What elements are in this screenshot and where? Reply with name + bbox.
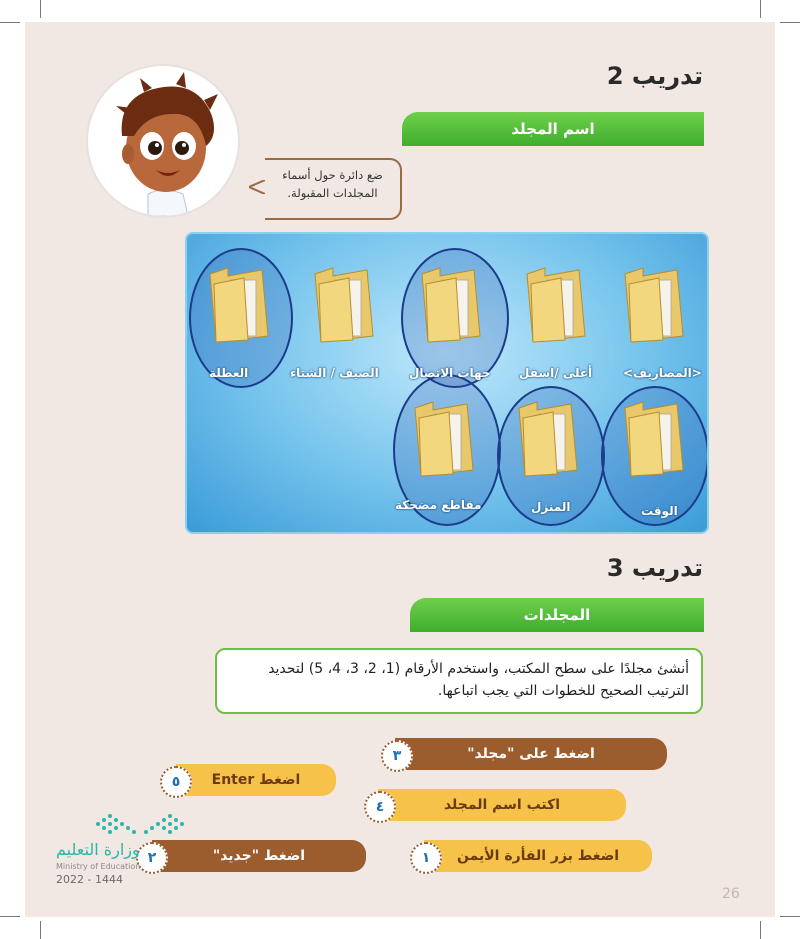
- exercise-3-title: تدريب 3: [606, 554, 703, 582]
- desktop-panel: [185, 232, 709, 534]
- folder-label: الصيف / الشتاء: [290, 366, 379, 380]
- step-label: اضغط Enter: [211, 772, 301, 788]
- step-number-badge: ١: [410, 842, 442, 874]
- crop-mark: [780, 916, 800, 917]
- bubble-line-2: المجلدات المقبولة.: [287, 186, 378, 200]
- step-click-folder: [395, 738, 667, 770]
- folder-icon: [513, 400, 583, 478]
- crop-mark: [0, 22, 20, 23]
- folder-icon: [204, 266, 274, 344]
- crop-mark: [0, 916, 20, 917]
- crop-mark: [780, 22, 800, 23]
- instruction-line-2: الترتيب الصحيح للخطوات التي يجب اتباعها.: [437, 683, 689, 699]
- boy-character-icon: [88, 66, 238, 216]
- folder-icon: [619, 266, 689, 344]
- character-avatar: [88, 66, 238, 216]
- step-label: اضغط "جديد": [212, 848, 306, 864]
- folder-icon: [521, 266, 591, 344]
- folder-label: المنزل: [531, 500, 571, 514]
- step-label: اكتب اسم المجلد: [443, 797, 561, 813]
- bubble-tail-icon: [249, 180, 265, 194]
- ministry-emblem-icon: [94, 812, 190, 834]
- page-number: 26: [722, 886, 740, 902]
- folder-label: جهات الاتصال: [409, 366, 491, 380]
- crop-mark: [760, 0, 761, 18]
- edition-year: 2022 - 1444: [56, 873, 123, 886]
- folder-icon: [619, 400, 689, 478]
- step-label: اضغط بزر الفأرة الأيمن: [456, 848, 620, 864]
- step-number-badge: ٢: [136, 842, 168, 874]
- step-press-enter: [176, 764, 336, 796]
- ministry-logo: [38, 812, 188, 892]
- instruction-box: [215, 648, 703, 714]
- ministry-english-name: Ministry of Education: [56, 862, 141, 871]
- instruction-line-1: أنشئ مجلدًا على سطح المكتب، واستخدم الأرقام (1، 2، 3، 4، 5) لتحديد: [268, 661, 689, 677]
- folder-label: أعلى /اسفل: [519, 366, 593, 380]
- folder-icon: [309, 266, 379, 344]
- step-number-badge: ٤: [364, 791, 396, 823]
- folder-label: مقاطع مضحكة: [395, 498, 482, 512]
- bubble-line-1: ضع دائرة حول أسماء: [282, 168, 383, 182]
- folder-label: العطلة: [209, 366, 249, 380]
- step-type-folder-name: [378, 789, 626, 821]
- folder-icon: [416, 266, 486, 344]
- crop-mark: [760, 921, 761, 939]
- step-number-badge: ٣: [381, 740, 413, 772]
- speech-bubble: [265, 158, 402, 220]
- step-right-click: [424, 840, 652, 872]
- step-label: اضغط على "مجلد": [467, 746, 595, 762]
- folder-label: <المصاريف>: [623, 366, 702, 380]
- ministry-arabic-name: وزارة التعليم: [56, 840, 140, 859]
- exercise-2-banner: اسم المجلد: [402, 112, 704, 146]
- folder-label: الوقت: [641, 504, 678, 518]
- step-number-badge: ٥: [160, 766, 192, 798]
- folder-icon: [409, 400, 479, 478]
- crop-mark: [40, 0, 41, 18]
- exercise-3-banner: المجلدات: [410, 598, 704, 632]
- crop-mark: [40, 921, 41, 939]
- exercise-2-title: تدريب 2: [606, 62, 703, 90]
